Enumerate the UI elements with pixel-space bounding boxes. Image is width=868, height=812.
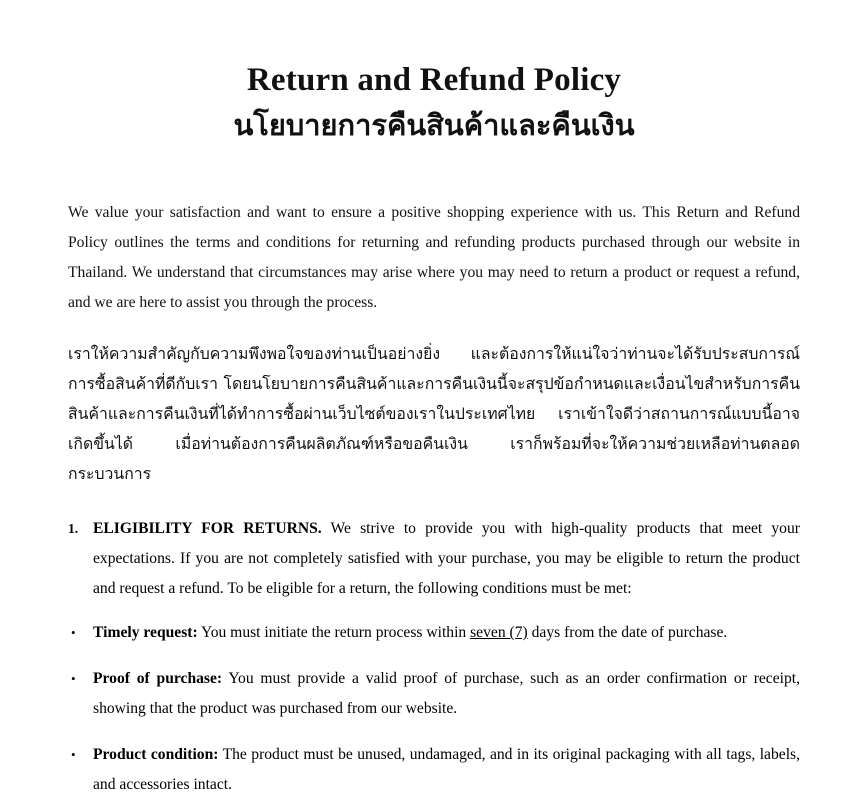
section-item-eligibility	[68, 514, 800, 604]
page-title: Return and Refund Policy	[246, 62, 622, 98]
section-body: We strive to provide you with high-quality products that meet your expectations. If you are not completely satisfied with your purchase, you may be eligible to return the product and request a refund. To be eligible for a return, the following conditions must be met:	[93, 520, 800, 598]
bullet-text-before: You must initiate the return process within	[197, 624, 471, 642]
intro-paragraph-thai: เราให้ความสำคัญกับความพึงพอใจของท่านเป็นอย่างยิ่ง และต้องการให้แน่ใจว่าท่านจะได้รับประสบการณ์การซื้อสินค้าที่ดีกับเรา โดยนโยบายการคืนสินค้าและการคืนเงินนี้จะสรุปข้อกำหนดและเงื่อนไขสำหรับการคืนสินค้าและการคืนเงินที่ได้ทำการซื้อผ่านเว็บไซต์ของเราในประเทศไทย เราเข้าใจดีว่าสถานการณ์แบบนี้อาจเกิดขึ้นได้ เมื่อท่านต้องการคืนผลิตภัณฑ์หรือขอคืนเงิน เราก็พร้อมที่จะให้ความช่วยเหลือท่านตลอดกระบวนการ	[68, 346, 800, 484]
list-item	[68, 618, 800, 648]
page-subtitle-thai: นโยบายการคืนสินค้าและคืนเงิน	[233, 109, 635, 142]
conditions-bullet-list	[68, 618, 800, 800]
document-body	[0, 198, 868, 800]
numbered-section-list	[68, 514, 800, 604]
bullet-icon: •	[71, 671, 76, 687]
bullet-text-before: The product must be unused, undamaged, and in its original packaging with all tags, labels, and accessories intact.	[93, 746, 800, 794]
section-heading: ELIGIBILITY FOR RETURNS.	[93, 520, 322, 538]
section-number: 1.	[68, 521, 79, 537]
bullet-icon: •	[71, 625, 76, 641]
bullet-text-underlined: seven (7)	[470, 624, 528, 642]
bullet-label: Product condition:	[93, 746, 219, 764]
bullet-text-before: You must provide a valid proof of purchase, such as an order confirmation or receipt, showing that the product was purchased from our website.	[93, 670, 801, 718]
bullet-label: Timely request:	[93, 624, 198, 642]
intro-paragraph-english: We value your satisfaction and want to ensure a positive shopping experience with us. This Return and Refund Policy outlines the terms and conditions for returning and refunding products purchased through our website in Thailand. We understand that circumstances may arise where you may need to return a product or request a refund, and we are here to assist you through the process.	[68, 204, 800, 312]
list-item	[68, 740, 800, 800]
bullet-text-after: days from the date of purchase.	[527, 624, 728, 642]
list-item	[68, 664, 800, 724]
title-block	[0, 0, 868, 144]
bullet-label: Proof of purchase:	[93, 670, 223, 688]
bullet-icon: •	[71, 747, 76, 763]
